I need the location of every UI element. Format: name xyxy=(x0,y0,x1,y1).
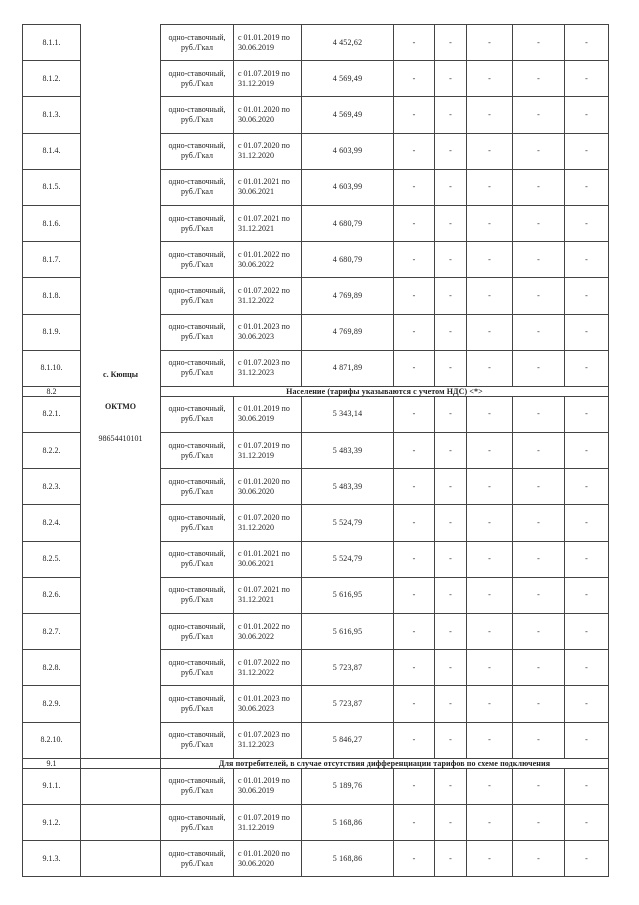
empty-value-dash: - xyxy=(394,169,435,205)
empty-value-dash: - xyxy=(435,577,467,613)
tariff-value: 4 603,99 xyxy=(302,169,394,205)
empty-value-dash: - xyxy=(394,841,435,877)
row-number: 8.2.6. xyxy=(23,577,81,613)
empty-value-dash: - xyxy=(435,278,467,314)
empty-value-dash: - xyxy=(435,541,467,577)
tariff-type: одно-ставочный, руб./Гкал xyxy=(161,650,234,686)
empty-value-dash: - xyxy=(565,61,609,97)
row-number: 9.1.1. xyxy=(23,768,81,804)
tariff-value: 5 723,87 xyxy=(302,650,394,686)
empty-value-dash: - xyxy=(513,25,565,61)
empty-value-dash: - xyxy=(394,396,435,432)
tariff-value: 5 168,86 xyxy=(302,804,394,840)
empty-value-dash: - xyxy=(435,205,467,241)
tariff-period: с 01.01.2020 по 30.06.2020 xyxy=(234,469,302,505)
tariff-type: одно-ставочный, руб./Гкал xyxy=(161,133,234,169)
tariff-type: одно-ставочный, руб./Гкал xyxy=(161,396,234,432)
section-title: Население (тарифы указываются с учетом НДС) <*> xyxy=(161,386,609,396)
tariff-type: одно-ставочный, руб./Гкал xyxy=(161,433,234,469)
empty-value-dash: - xyxy=(435,133,467,169)
tariff-value: 5 483,39 xyxy=(302,433,394,469)
tariff-period: с 01.07.2022 по 31.12.2022 xyxy=(234,650,302,686)
empty-value-dash: - xyxy=(435,169,467,205)
tariff-type: одно-ставочный, руб./Гкал xyxy=(161,614,234,650)
empty-value-dash: - xyxy=(435,768,467,804)
empty-value-dash: - xyxy=(435,614,467,650)
tariff-value: 5 616,95 xyxy=(302,577,394,613)
row-number: 8.1.6. xyxy=(23,205,81,241)
row-number: 8.2.1. xyxy=(23,396,81,432)
empty-value-dash: - xyxy=(513,768,565,804)
tariff-table xyxy=(22,24,609,877)
empty-value-dash: - xyxy=(513,614,565,650)
row-number: 8.1.2. xyxy=(23,61,81,97)
table-row xyxy=(23,25,609,61)
empty-value-dash: - xyxy=(435,722,467,758)
tariff-type: одно-ставочный, руб./Гкал xyxy=(161,841,234,877)
tariff-type: одно-ставочный, руб./Гкал xyxy=(161,804,234,840)
empty-value-dash: - xyxy=(513,278,565,314)
row-number: 8.2.5. xyxy=(23,541,81,577)
empty-value-dash: - xyxy=(394,242,435,278)
tariff-type: одно-ставочный, руб./Гкал xyxy=(161,505,234,541)
empty-value-dash: - xyxy=(394,314,435,350)
empty-value-dash: - xyxy=(513,61,565,97)
empty-value-dash: - xyxy=(467,469,513,505)
row-number: 8.1.10. xyxy=(23,350,81,386)
tariff-period: с 01.07.2019 по 31.12.2019 xyxy=(234,433,302,469)
tariff-value: 5 723,87 xyxy=(302,686,394,722)
tariff-type: одно-ставочный, руб./Гкал xyxy=(161,768,234,804)
row-number: 8.2.10. xyxy=(23,722,81,758)
tariff-value: 5 846,27 xyxy=(302,722,394,758)
empty-value-dash: - xyxy=(565,686,609,722)
empty-value-dash: - xyxy=(467,25,513,61)
empty-value-dash: - xyxy=(467,614,513,650)
empty-value-dash: - xyxy=(467,650,513,686)
empty-value-dash: - xyxy=(467,505,513,541)
empty-value-dash: - xyxy=(565,169,609,205)
tariff-period: с 01.07.2021 по 31.12.2021 xyxy=(234,577,302,613)
empty-value-dash: - xyxy=(394,205,435,241)
tariff-period: с 01.07.2021 по 31.12.2021 xyxy=(234,205,302,241)
empty-value-dash: - xyxy=(513,169,565,205)
row-number: 8.2.3. xyxy=(23,469,81,505)
tariff-value: 4 680,79 xyxy=(302,242,394,278)
tariff-value: 5 343,14 xyxy=(302,396,394,432)
tariff-period: с 01.01.2019 по 30.06.2019 xyxy=(234,768,302,804)
tariff-period: с 01.01.2020 по 30.06.2020 xyxy=(234,97,302,133)
empty-value-dash: - xyxy=(565,577,609,613)
empty-value-dash: - xyxy=(467,350,513,386)
empty-value-dash: - xyxy=(394,577,435,613)
empty-value-dash: - xyxy=(435,505,467,541)
tariff-value: 5 616,95 xyxy=(302,614,394,650)
empty-value-dash: - xyxy=(394,433,435,469)
empty-value-dash: - xyxy=(565,205,609,241)
row-number: 8.2.9. xyxy=(23,686,81,722)
row-number: 8.1.3. xyxy=(23,97,81,133)
tariff-period: с 01.01.2023 по 30.06.2023 xyxy=(234,314,302,350)
empty-value-dash: - xyxy=(394,614,435,650)
tariff-value: 4 680,79 xyxy=(302,205,394,241)
empty-value-dash: - xyxy=(467,242,513,278)
tariff-period: с 01.07.2022 по 31.12.2022 xyxy=(234,278,302,314)
tariff-value: 5 189,76 xyxy=(302,768,394,804)
empty-value-dash: - xyxy=(513,505,565,541)
empty-value-dash: - xyxy=(435,97,467,133)
row-number: 8.1.5. xyxy=(23,169,81,205)
tariff-period: с 01.01.2020 по 30.06.2020 xyxy=(234,841,302,877)
tariff-value: 5 524,79 xyxy=(302,505,394,541)
section-row xyxy=(23,758,609,768)
empty-value-dash: - xyxy=(513,541,565,577)
tariff-value: 4 603,99 xyxy=(302,133,394,169)
empty-value-dash: - xyxy=(394,804,435,840)
tariff-value: 5 168,86 xyxy=(302,841,394,877)
empty-value-dash: - xyxy=(565,768,609,804)
empty-value-dash: - xyxy=(565,97,609,133)
row-number: 8.1.4. xyxy=(23,133,81,169)
empty-value-dash: - xyxy=(435,396,467,432)
empty-value-dash: - xyxy=(394,133,435,169)
tariff-type: одно-ставочный, руб./Гкал xyxy=(161,97,234,133)
blank-cell xyxy=(81,804,161,840)
empty-value-dash: - xyxy=(394,350,435,386)
tariff-type: одно-ставочный, руб./Гкал xyxy=(161,577,234,613)
empty-value-dash: - xyxy=(565,133,609,169)
empty-value-dash: - xyxy=(565,25,609,61)
tariff-period: с 01.01.2021 по 30.06.2021 xyxy=(234,541,302,577)
empty-value-dash: - xyxy=(565,650,609,686)
tariff-value: 4 769,89 xyxy=(302,314,394,350)
empty-value-dash: - xyxy=(435,650,467,686)
empty-value-dash: - xyxy=(513,841,565,877)
empty-value-dash: - xyxy=(513,314,565,350)
tariff-type: одно-ставочный, руб./Гкал xyxy=(161,350,234,386)
empty-value-dash: - xyxy=(394,25,435,61)
empty-value-dash: - xyxy=(435,686,467,722)
blank-cell xyxy=(81,841,161,877)
empty-value-dash: - xyxy=(513,242,565,278)
tariff-type: одно-ставочный, руб./Гкал xyxy=(161,242,234,278)
empty-value-dash: - xyxy=(565,804,609,840)
tariff-period: с 01.01.2021 по 30.06.2021 xyxy=(234,169,302,205)
tariff-period: с 01.01.2022 по 30.06.2022 xyxy=(234,614,302,650)
empty-value-dash: - xyxy=(467,433,513,469)
tariff-period: с 01.01.2019 по 30.06.2019 xyxy=(234,396,302,432)
empty-value-dash: - xyxy=(435,25,467,61)
table-row xyxy=(23,768,609,804)
empty-value-dash: - xyxy=(435,242,467,278)
empty-value-dash: - xyxy=(513,804,565,840)
empty-value-dash: - xyxy=(467,205,513,241)
empty-value-dash: - xyxy=(435,469,467,505)
row-number: 8.1.9. xyxy=(23,314,81,350)
tariff-value: 4 871,89 xyxy=(302,350,394,386)
empty-value-dash: - xyxy=(435,804,467,840)
oktmo-code: 98654410101 xyxy=(98,433,143,443)
empty-value-dash: - xyxy=(565,433,609,469)
empty-value-dash: - xyxy=(435,433,467,469)
tariff-period: с 01.07.2023 по 31.12.2023 xyxy=(234,722,302,758)
empty-value-dash: - xyxy=(565,469,609,505)
empty-value-dash: - xyxy=(467,133,513,169)
blank-cell xyxy=(81,758,161,768)
tariff-period: с 01.07.2019 по 31.12.2019 xyxy=(234,61,302,97)
empty-value-dash: - xyxy=(565,541,609,577)
tariff-period: с 01.01.2023 по 30.06.2023 xyxy=(234,686,302,722)
tariff-period: с 01.07.2019 по 31.12.2019 xyxy=(234,804,302,840)
empty-value-dash: - xyxy=(467,169,513,205)
blank-cell xyxy=(81,768,161,804)
empty-value-dash: - xyxy=(565,396,609,432)
row-number: 8.2.7. xyxy=(23,614,81,650)
empty-value-dash: - xyxy=(435,314,467,350)
empty-value-dash: - xyxy=(513,650,565,686)
tariff-type: одно-ставочный, руб./Гкал xyxy=(161,541,234,577)
empty-value-dash: - xyxy=(394,61,435,97)
empty-value-dash: - xyxy=(435,61,467,97)
empty-value-dash: - xyxy=(394,469,435,505)
empty-value-dash: - xyxy=(513,97,565,133)
tariff-period: с 01.01.2019 по 30.06.2019 xyxy=(234,25,302,61)
row-number: 9.1.3. xyxy=(23,841,81,877)
empty-value-dash: - xyxy=(394,768,435,804)
empty-value-dash: - xyxy=(394,650,435,686)
empty-value-dash: - xyxy=(513,350,565,386)
tariff-value: 4 452,62 xyxy=(302,25,394,61)
empty-value-dash: - xyxy=(435,350,467,386)
empty-value-dash: - xyxy=(394,505,435,541)
empty-value-dash: - xyxy=(565,278,609,314)
empty-value-dash: - xyxy=(513,205,565,241)
empty-value-dash: - xyxy=(513,686,565,722)
table-row xyxy=(23,804,609,840)
section-number: 9.1 xyxy=(23,758,81,768)
empty-value-dash: - xyxy=(467,841,513,877)
empty-value-dash: - xyxy=(394,541,435,577)
empty-value-dash: - xyxy=(394,278,435,314)
row-number: 8.1.8. xyxy=(23,278,81,314)
empty-value-dash: - xyxy=(467,722,513,758)
empty-value-dash: - xyxy=(467,577,513,613)
empty-value-dash: - xyxy=(467,278,513,314)
empty-value-dash: - xyxy=(513,133,565,169)
empty-value-dash: - xyxy=(467,768,513,804)
tariff-value: 4 569,49 xyxy=(302,61,394,97)
table-row xyxy=(23,841,609,877)
locality-cell xyxy=(81,25,161,759)
empty-value-dash: - xyxy=(467,61,513,97)
tariff-value: 5 524,79 xyxy=(302,541,394,577)
row-number: 8.2.4. xyxy=(23,505,81,541)
empty-value-dash: - xyxy=(565,314,609,350)
empty-value-dash: - xyxy=(565,841,609,877)
tariff-type: одно-ставочный, руб./Гкал xyxy=(161,205,234,241)
empty-value-dash: - xyxy=(513,469,565,505)
empty-value-dash: - xyxy=(467,804,513,840)
tariff-type: одно-ставочный, руб./Гкал xyxy=(161,169,234,205)
empty-value-dash: - xyxy=(467,396,513,432)
empty-value-dash: - xyxy=(467,314,513,350)
oktmo-label: ОКТМО xyxy=(104,401,137,411)
section-title: Для потребителей, в случае отсутствия дифференциации тарифов по схеме подключения xyxy=(161,758,609,768)
tariff-type: одно-ставочный, руб./Гкал xyxy=(161,722,234,758)
tariff-type: одно-ставочный, руб./Гкал xyxy=(161,278,234,314)
empty-value-dash: - xyxy=(565,505,609,541)
tariff-type: одно-ставочный, руб./Гкал xyxy=(161,469,234,505)
empty-value-dash: - xyxy=(467,686,513,722)
empty-value-dash: - xyxy=(435,841,467,877)
tariff-period: с 01.07.2020 по 31.12.2020 xyxy=(234,505,302,541)
empty-value-dash: - xyxy=(565,614,609,650)
empty-value-dash: - xyxy=(565,722,609,758)
empty-value-dash: - xyxy=(467,541,513,577)
empty-value-dash: - xyxy=(513,433,565,469)
row-number: 8.2.2. xyxy=(23,433,81,469)
tariff-type: одно-ставочный, руб./Гкал xyxy=(161,61,234,97)
tariff-value: 5 483,39 xyxy=(302,469,394,505)
empty-value-dash: - xyxy=(565,350,609,386)
tariff-period: с 01.07.2020 по 31.12.2020 xyxy=(234,133,302,169)
empty-value-dash: - xyxy=(394,686,435,722)
tariff-value: 4 569,49 xyxy=(302,97,394,133)
tariff-type: одно-ставочный, руб./Гкал xyxy=(161,25,234,61)
empty-value-dash: - xyxy=(513,396,565,432)
tariff-type: одно-ставочный, руб./Гкал xyxy=(161,314,234,350)
empty-value-dash: - xyxy=(513,577,565,613)
section-number: 8.2 xyxy=(23,386,81,396)
empty-value-dash: - xyxy=(467,97,513,133)
tariff-period: с 01.01.2022 по 30.06.2022 xyxy=(234,242,302,278)
tariff-value: 4 769,89 xyxy=(302,278,394,314)
tariff-period: с 01.07.2023 по 31.12.2023 xyxy=(234,350,302,386)
row-number: 8.2.8. xyxy=(23,650,81,686)
empty-value-dash: - xyxy=(394,722,435,758)
empty-value-dash: - xyxy=(565,242,609,278)
locality-name: с. Кюпцы xyxy=(103,369,138,379)
row-number: 8.1.1. xyxy=(23,25,81,61)
row-number: 8.1.7. xyxy=(23,242,81,278)
empty-value-dash: - xyxy=(513,722,565,758)
empty-value-dash: - xyxy=(394,97,435,133)
tariff-type: одно-ставочный, руб./Гкал xyxy=(161,686,234,722)
row-number: 9.1.2. xyxy=(23,804,81,840)
